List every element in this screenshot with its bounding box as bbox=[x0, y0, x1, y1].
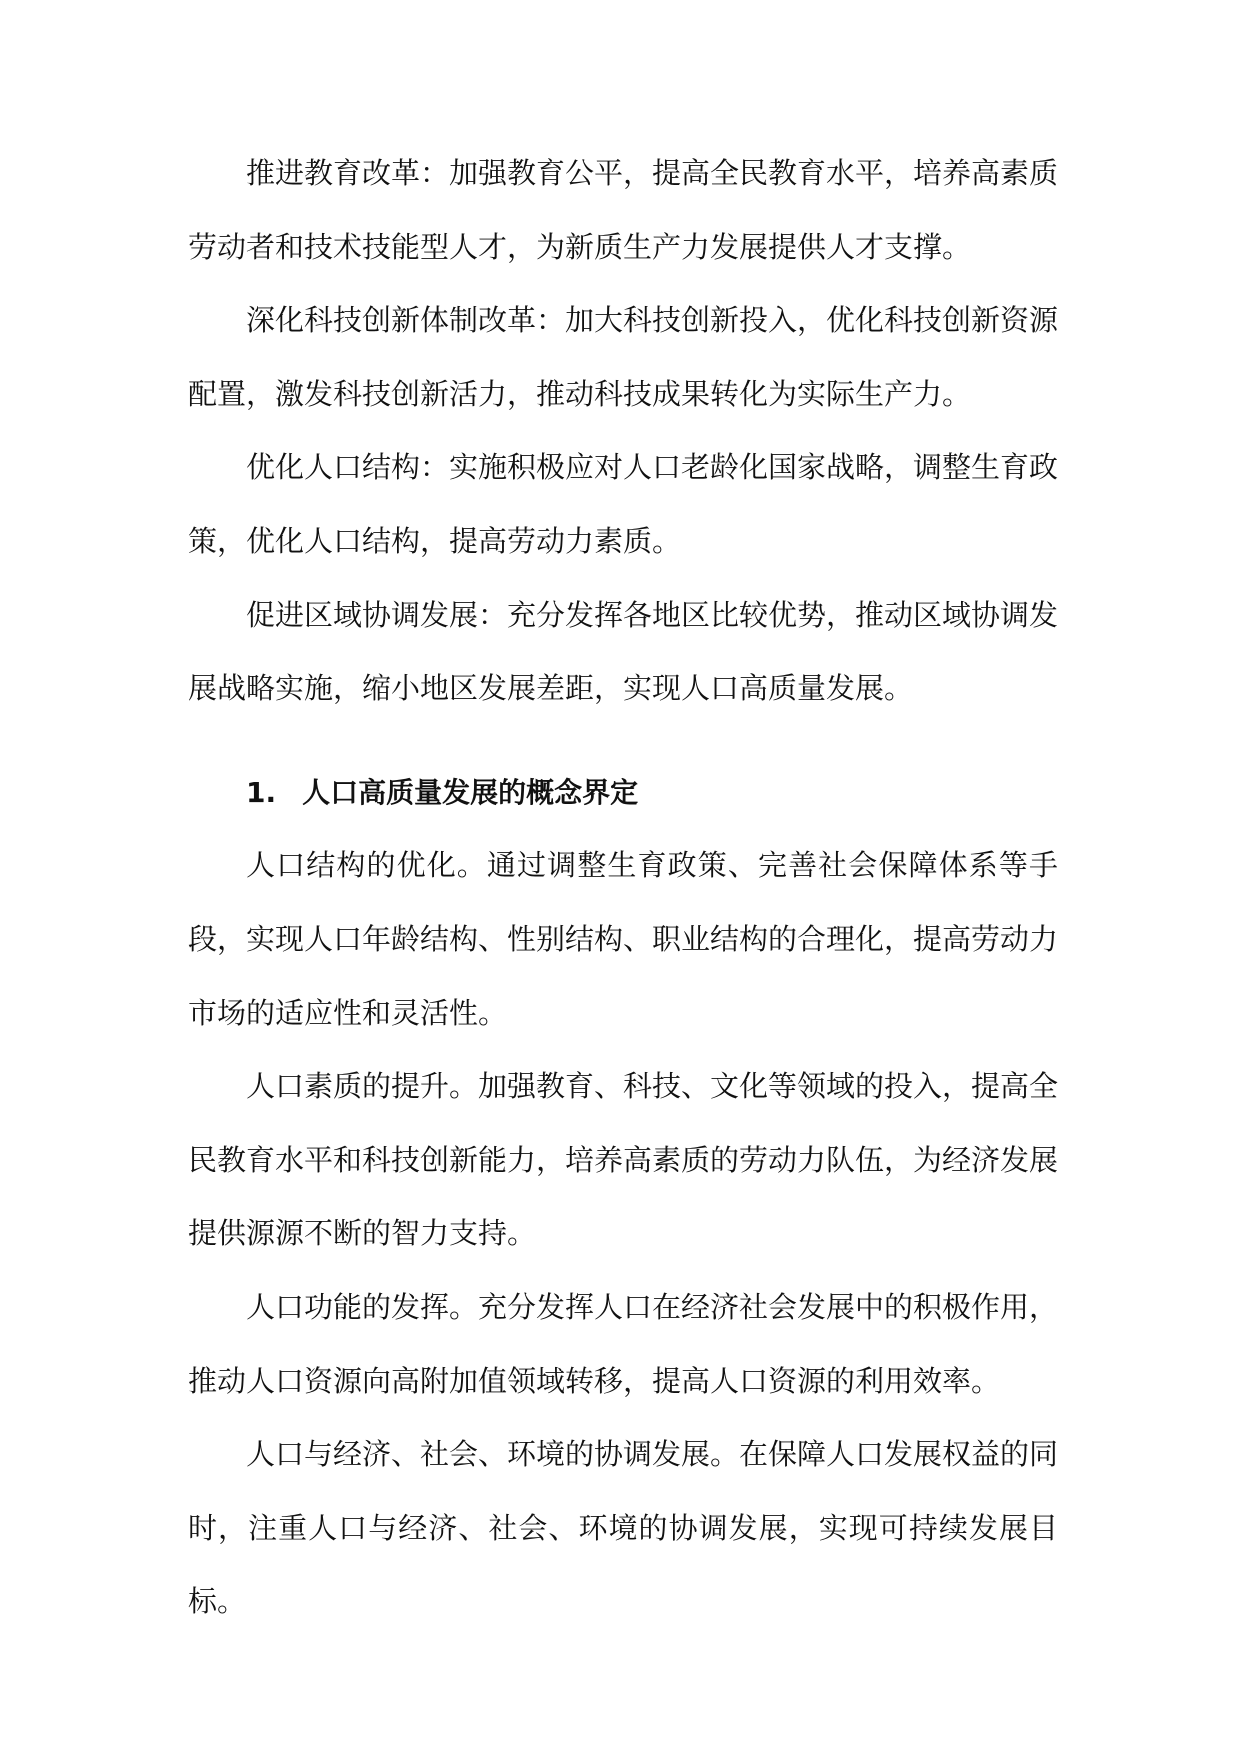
paragraph-population-structure: 优化人口结构：实施积极应对人口老龄化国家战略，调整生育政策，优化人口结构，提高劳动力素质。 bbox=[188, 450, 1059, 558]
paragraph-function-play: 人口功能的发挥。充分发挥人口在经济社会发展中的积极作用，推动人口资源向高附加值领域转移，提高人口资源的利用效率。 bbox=[188, 1289, 1059, 1398]
paragraph-structure-optimization: 人口结构的优化。通过调整生育政策、完善社会保障体系等手段，实现人口年龄结构、性别结构、职业结构的合理化，提高劳动力市场的适应性和灵活性。 bbox=[188, 848, 1059, 1030]
document-body bbox=[188, 137, 1058, 1639]
paragraph-coordinated-development: 人口与经济、社会、环境的协调发展。在保障人口发展权益的同时，注重人口与经济、社会、环境的协调发展，实现可持续发展目标。 bbox=[188, 1437, 1059, 1619]
section-heading bbox=[188, 726, 1058, 830]
paragraph-education-reform: 推进教育改革：加强教育公平，提高全民教育水平，培养高素质劳动者和技术技能型人才，为新质生产力发展提供人才支撑。 bbox=[188, 156, 1059, 264]
paragraph-regional-development: 促进区域协调发展：充分发挥各地区比较优势，推动区域协调发展战略实施，缩小地区发展差距，实现人口高质量发展。 bbox=[188, 597, 1059, 706]
paragraph-tech-innovation-reform: 深化科技创新体制改革：加大科技创新投入，优化科技创新资源配置，激发科技创新活力，推动科技成果转化为实际生产力。 bbox=[188, 303, 1059, 411]
paragraph-quality-improvement: 人口素质的提升。加强教育、科技、文化等领域的投入，提高全民教育水平和科技创新能力，培养高素质的劳动力队伍，为经济发展提供源源不断的智力支持。 bbox=[188, 1069, 1059, 1251]
section-number: 1. bbox=[246, 775, 277, 809]
section-title: 人口高质量发展的概念界定 bbox=[302, 775, 639, 809]
